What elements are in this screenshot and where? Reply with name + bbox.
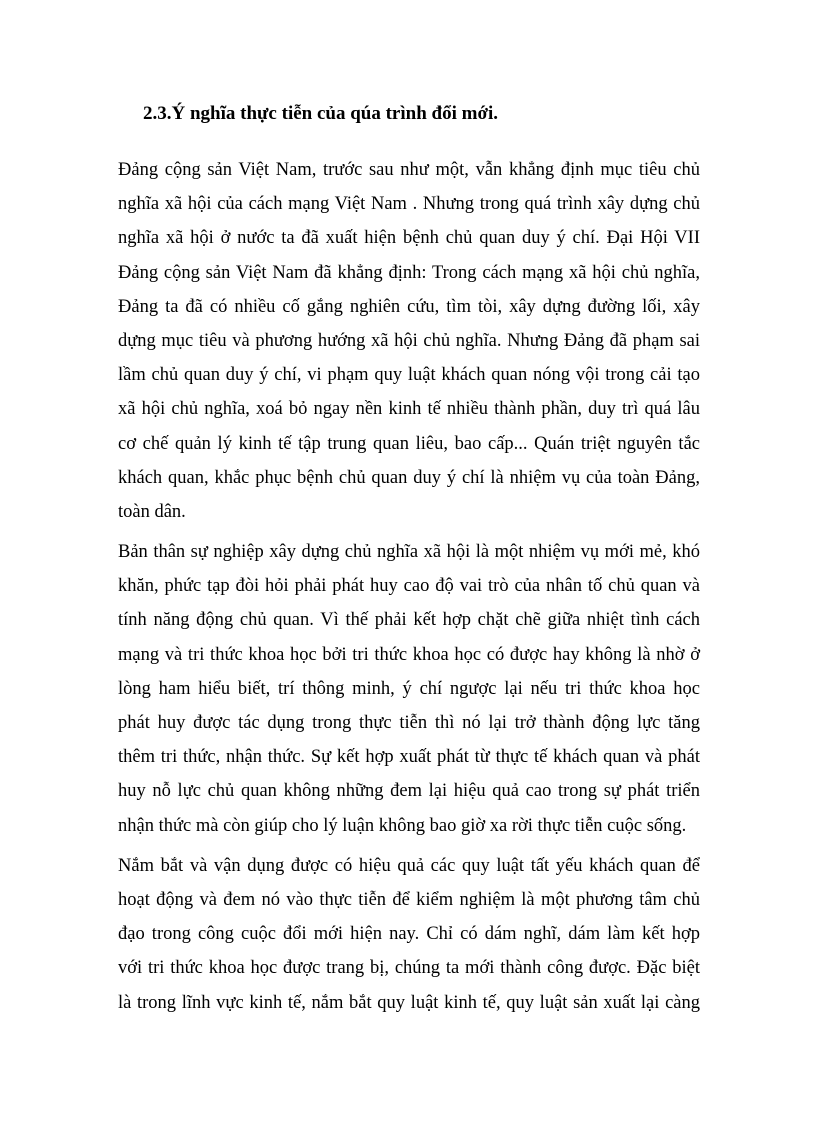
text-line: khăn, phức tạp đòi hỏi phải phát huy cao độ vai trò của nhân tố chủ quan và <box>118 576 700 597</box>
section-heading: 2.3.Ý nghĩa thực tiễn của qúa trình đổi mới. <box>143 103 498 124</box>
text-line: nghĩa xã hội của cách mạng Việt Nam . Nhưng trong quá trình xây dựng chủ <box>118 194 700 215</box>
text-line: Bản thân sự nghiệp xây dựng chủ nghĩa xã hội là một nhiệm vụ mới mẻ, khó <box>118 542 700 563</box>
text-line: thêm tri thức, nhận thức. Sự kết hợp xuất phát từ thực tế khách quan và phát <box>118 747 700 768</box>
text-line: huy nỗ lực chủ quan không những đem lại hiệu quả cao trong sự phát triển <box>118 781 700 802</box>
text-line: Đảng cộng sản Việt Nam, trước sau như một, vẫn khẳng định mục tiêu chủ <box>118 160 700 180</box>
text-line: lầm chủ quan duy ý chí, vi phạm quy luật khách quan nóng vội trong cải tạo <box>118 365 700 386</box>
text-line: toàn dân. <box>118 501 186 522</box>
text-line: cơ chế quản lý kinh tế tập trung quan liêu, bao cấp... Quán triệt nguyên tắc <box>118 433 700 454</box>
text-line: nghĩa xã hội ở nước ta đã xuất hiện bệnh chủ quan duy ý chí. Đại Hội VII <box>118 228 700 249</box>
text-line: đạo trong công cuộc đổi mới hiện nay. Chỉ có dám nghĩ, dám làm kết hợp <box>118 924 700 945</box>
text-line: Nắm bắt và vận dụng được có hiệu quả các quy luật tất yếu khách quan để <box>118 855 700 876</box>
paragraph-3 <box>118 849 700 1020</box>
text-line: phát huy được tác dụng trong thực tiễn thì nó lại trở thành động lực tăng <box>118 713 700 733</box>
text-line: tính năng động chủ quan. Vì thế phải kết hợp chặt chẽ giữa nhiệt tình cách <box>118 610 700 631</box>
text-line: là trong lĩnh vực kinh tế, nắm bắt quy luật kinh tế, quy luật sản xuất lại càng <box>118 992 700 1013</box>
text-line: xã hội chủ nghĩa, xoá bỏ ngay nền kinh tế nhiều thành phần, duy trì quá lâu <box>118 399 700 420</box>
text-line: mạng và tri thức khoa học bởi tri thức khoa học có được hay không là nhờ ở <box>118 644 700 665</box>
paragraph-1 <box>118 153 700 529</box>
text-line: với tri thức khoa học được trang bị, chúng ta mới thành công được. Đặc biệt <box>118 958 700 979</box>
text-line: hoạt động và đem nó vào thực tiễn để kiểm nghiệm là một phương tâm chủ <box>118 889 700 910</box>
document-body <box>118 153 700 1020</box>
text-line: Đảng ta đã có nhiều cố gắng nghiên cứu, tìm tòi, xây dựng đường lối, xây <box>118 296 700 317</box>
text-line: Đảng cộng sản Việt Nam đã khẳng định: Trong cách mạng xã hội chủ nghĩa, <box>118 262 700 283</box>
text-line: dựng mục tiêu và phương hướng xã hội chủ nghĩa. Nhưng Đảng đã phạm sai <box>118 330 700 351</box>
text-line: khách quan, khắc phục bệnh chủ quan duy ý chí là nhiệm vụ của toàn Đảng, <box>118 467 700 488</box>
text-line: nhận thức mà còn giúp cho lý luận không bao giờ xa rời thực tiễn cuộc sống. <box>118 815 687 836</box>
text-line: lòng ham hiểu biết, trí thông minh, ý chí ngược lại nếu tri thức khoa học <box>118 678 700 699</box>
paragraph-2 <box>118 535 700 843</box>
